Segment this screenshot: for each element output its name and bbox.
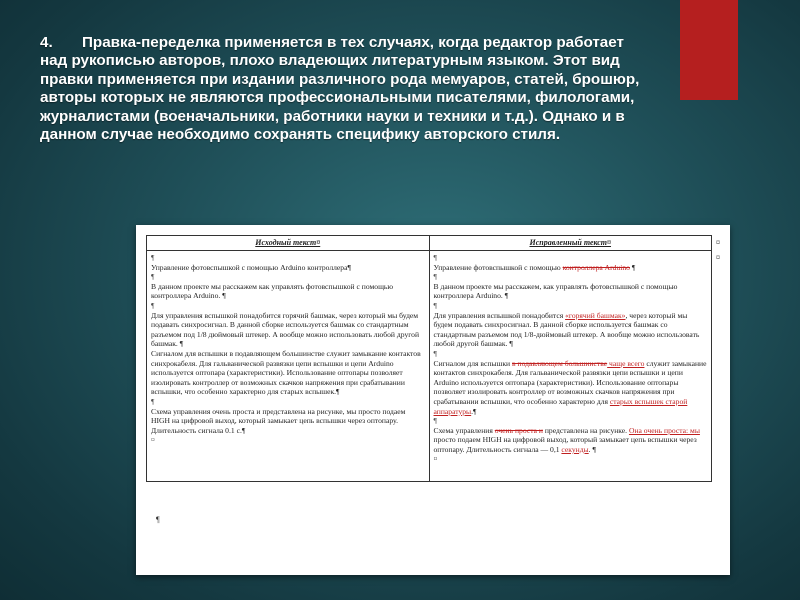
deleted-text: в подавляющем большинстве — [512, 358, 608, 368]
cell-original — [147, 251, 430, 482]
slide-paragraph — [40, 34, 640, 144]
original-p3: Для управления вспышкой понадобится горячий башмак, через который мы будем подавать синхросигнал. В данной сборке используется башмак со стандартным разъемом под 1/8 дюймовый штекер. А вообще можно использовать любой другой башмак. ¶ — [151, 310, 420, 349]
corrected-p3: Для управления вспышкой понадобится «горячий башмак», через который мы будем подавать синхросигнал. В данной сборке используется башмак со стандартным разъемом под 1/8-дюймовый штекер. А вообще можно использовать любой другой башмак. ¶ — [433, 310, 700, 349]
paragraph-mark: ¶ — [156, 515, 160, 524]
header-original-text: Исходный текст¤ — [147, 236, 430, 251]
original-p4: Сигналом для вспышки в подавляющем большинстве служит замыкание контактов синхрокабеля. Для гальванической развязки цепи вспышки и цепи Arduino используется оптопара (характеристики). Использование оптопары позволяет изолировать контроллер от возможных скачков напряжения при срабатывании вспышки, что особенно характерно для старых вспышек.¶ — [151, 348, 421, 397]
cell-end-mark: ¤ — [433, 454, 438, 464]
paragraph-text: Правка-переделка применяется в тех случаях, когда редактор работает над рукописью авторов, плохо владеющих литературным языком. Этот вид правки применяется при издании различного рода мемуаров, статей, брошюр, авторы которых не являются профессиональными писателями, филологами, журналистами (военачальники, работники науки и техники и т.д.). Однако и в данном случае необходимо сохранять специфику авторского стиля. — [40, 34, 640, 144]
inserted-text: старых вспышек старой аппаратуры — [433, 396, 688, 416]
paragraph-mark: ¶ — [433, 300, 437, 310]
original-p5: Схема управления очень проста и представлена на рисунке, мы просто подаем HIGH на цифровой выход, который замыкает цепь вспышки через оптопару. Длительность сигнала 0.1 с.¶ — [151, 406, 406, 435]
corrected-p2: В данном проекте мы расскажем, как управлять фотовспышкой с помощью контроллера Arduino. ¶ — [433, 281, 678, 301]
original-p2: В данном проекте мы расскажем как управлять фотовспышкой с помощью контроллера Arduino. ¶ — [151, 281, 394, 301]
table-row — [147, 251, 712, 482]
row-end-mark: ¤ — [716, 238, 720, 247]
deleted-text: контроллера Arduino — [562, 262, 630, 272]
table-header-row — [147, 236, 712, 251]
corrected-p4: Сигналом для вспышки в подавляющем большинстве чаще всего служит замыкание контактов синхрокабеля. Для гальванической развязки цепи вспышки и цепи Arduino используется оптопара (характеристики). Использование оптопары позволяет изолировать контроллер от возможных скачков напряжения при срабатывании вспышки, что особенно характерно для старых вспышек старой аппаратуры.¶ — [433, 358, 707, 416]
corrected-p5: Схема управления очень проста и представлена на рисунке. Она очень проста: мы просто подаем HIGH на цифровой выход, который замыкает цепь вспышки через оптопару. Длительность сигнала — 0,1 секунды. ¶ — [433, 425, 700, 454]
cell-corrected — [429, 251, 712, 482]
paragraph-mark: ¶ — [433, 348, 437, 358]
paragraph-number: 4. — [40, 34, 53, 51]
header-corrected-text: Исправленный текст¤ — [429, 236, 712, 251]
deleted-text: очень проста и — [494, 425, 543, 435]
cell-end-mark: ¤ — [151, 435, 155, 445]
paragraph-mark: ¶ — [151, 300, 155, 310]
original-p1: Управление фотовспышкой с помощью Arduino контроллера¶ — [151, 262, 351, 272]
inserted-text: секунды — [561, 444, 589, 454]
paragraph-mark: ¶ — [433, 253, 437, 262]
row-end-mark: ¤ — [716, 253, 720, 262]
corrected-p1: Управление фотовспышкой с помощью контроллера Arduino ¶ — [433, 262, 636, 272]
inserted-text: чаще всего — [607, 358, 645, 368]
inserted-text: «горячий башмак» — [565, 310, 626, 320]
comparison-table — [146, 235, 712, 482]
paragraph-mark: ¶ — [151, 272, 155, 282]
document-page — [136, 225, 730, 575]
paragraph-mark: ¶ — [433, 272, 437, 282]
accent-bar — [680, 0, 738, 100]
paragraph-mark: ¶ — [433, 416, 437, 426]
inserted-text: Она очень проста: мы — [628, 425, 700, 435]
paragraph-mark: ¶ — [151, 253, 155, 262]
paragraph-mark: ¶ — [151, 396, 155, 406]
